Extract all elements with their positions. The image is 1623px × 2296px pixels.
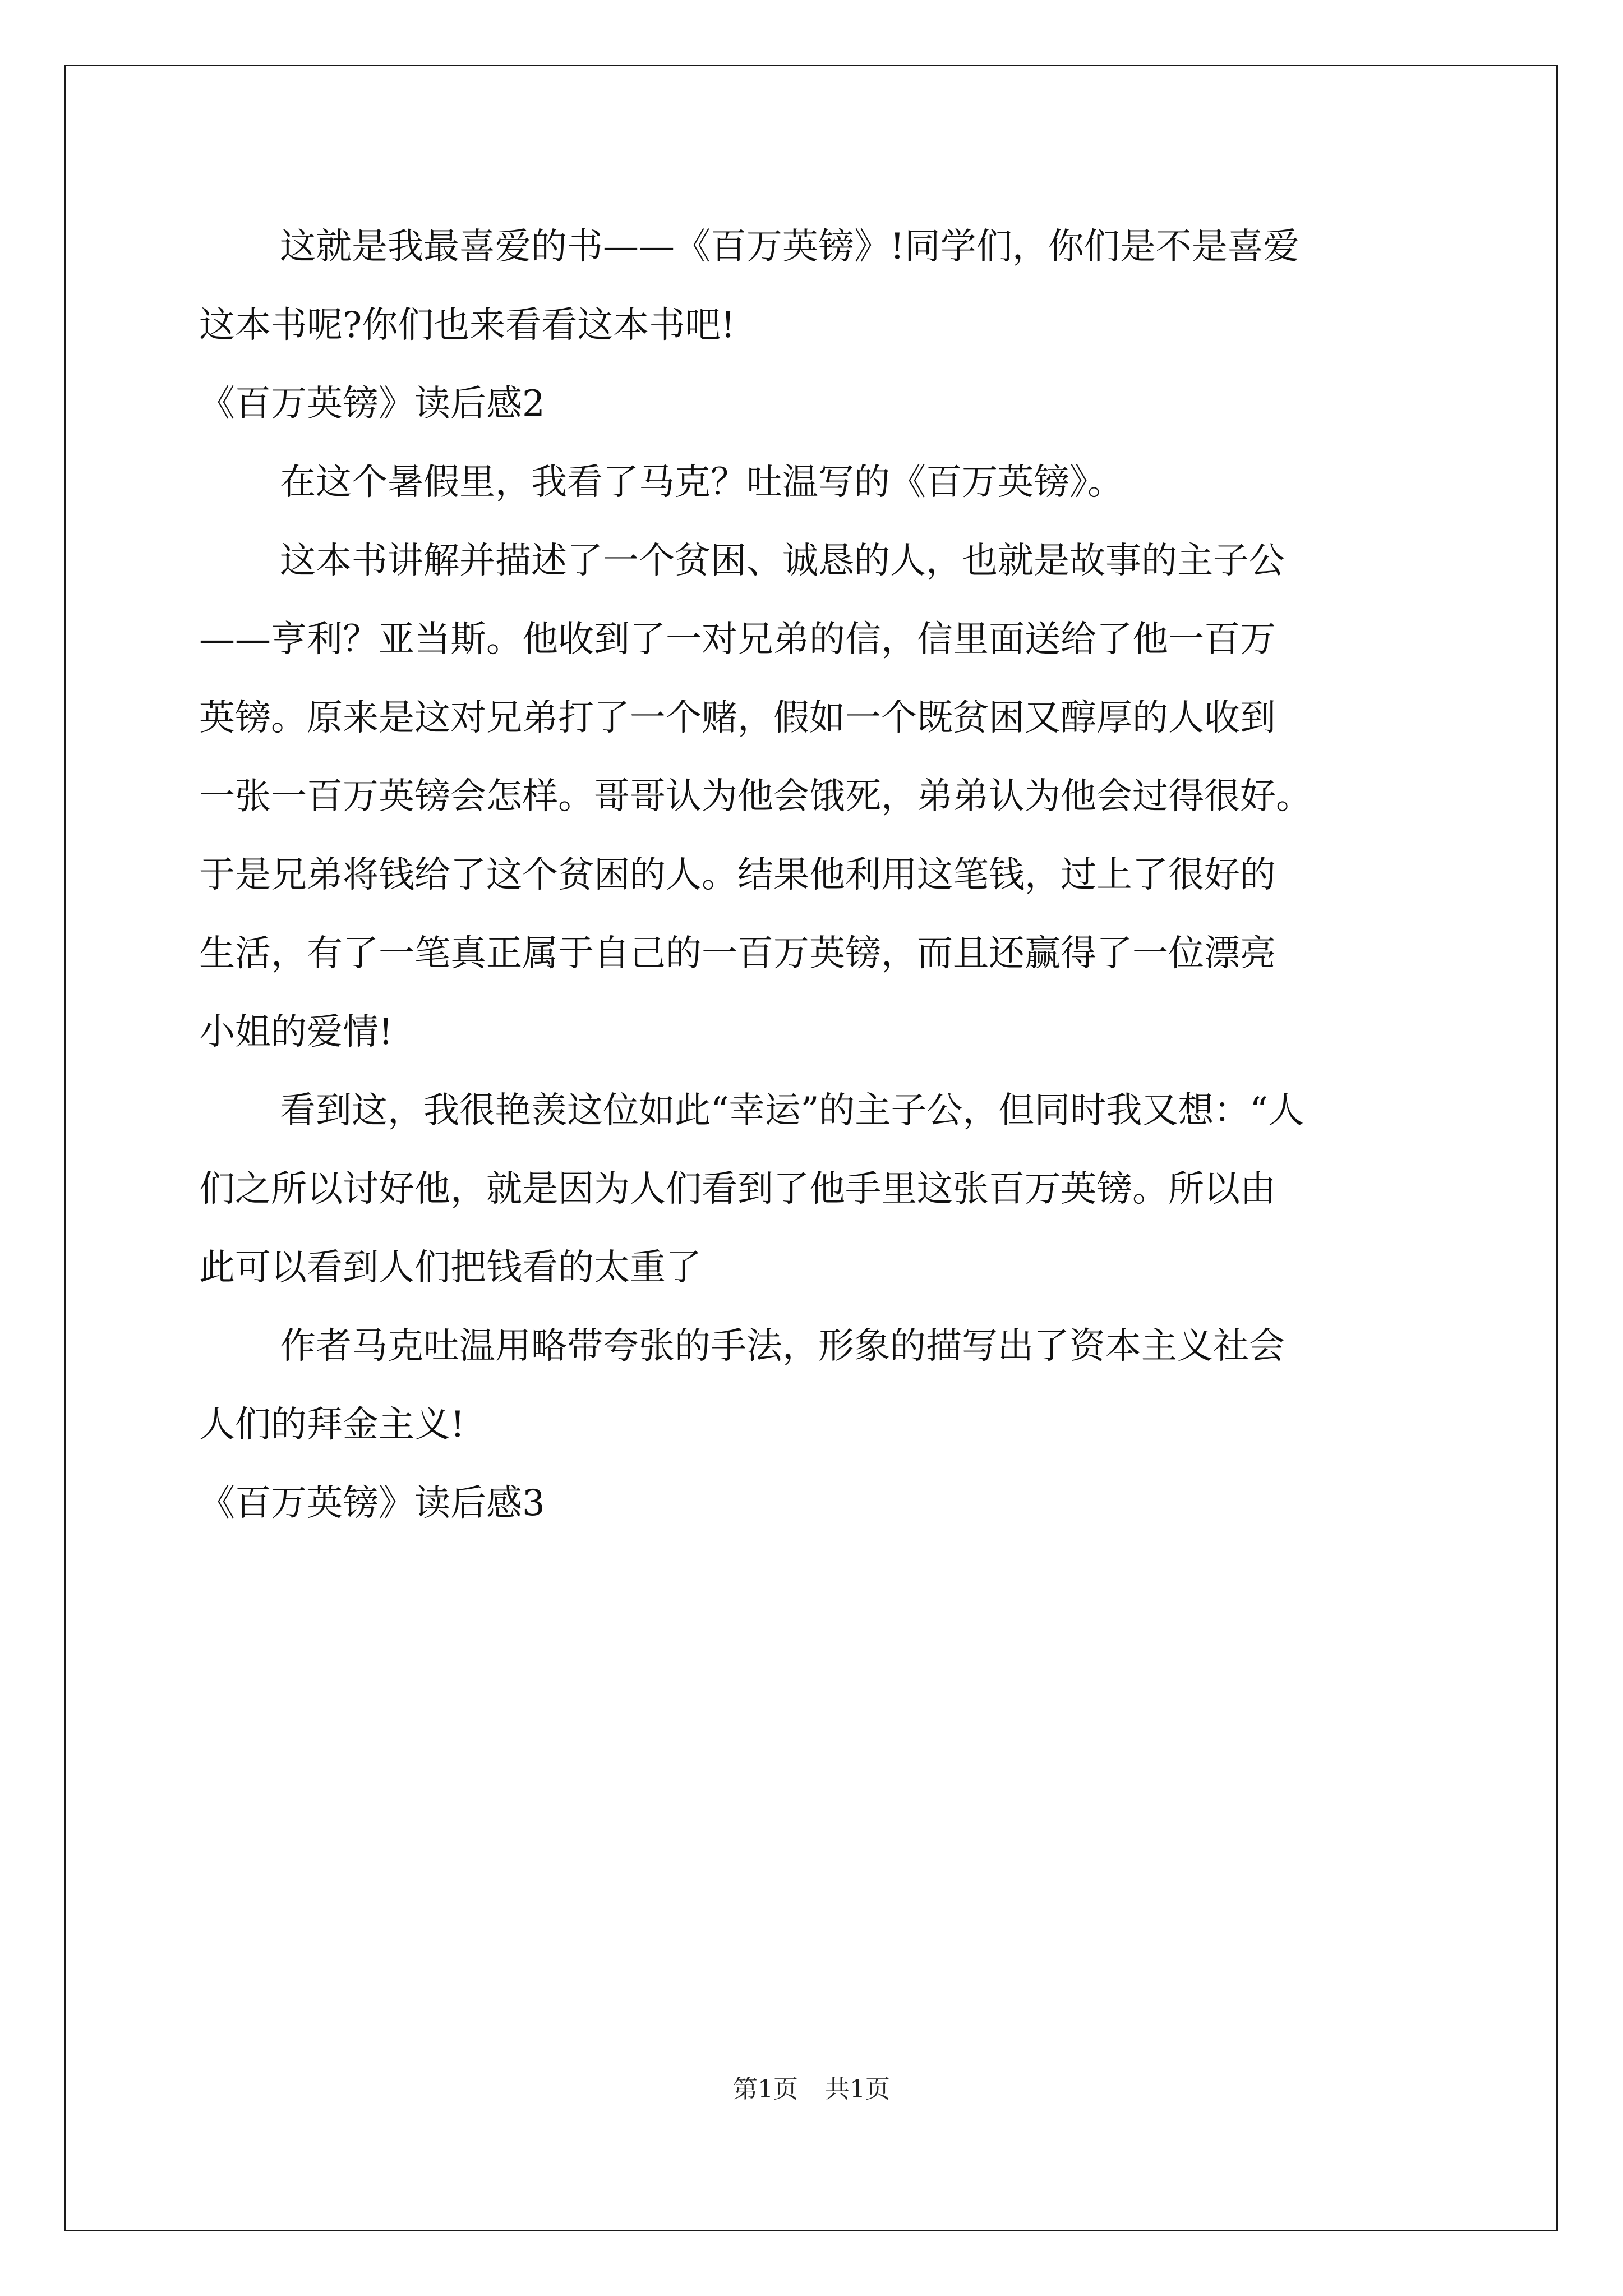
paragraph-line: 一张一百万英镑会怎样。哥哥认为他会饿死，弟弟认为他会过得很好。 [199,776,1312,817]
paragraph-line: 生活，有了一笔真正属于自己的一百万英镑，而且还赢得了一位漂亮 [199,933,1276,974]
paragraph-line: 于是兄弟将钱给了这个贫困的人。结果他利用这笔钱，过上了很好的 [199,854,1276,896]
paragraph-line: 们之所以讨好他，就是因为人们看到了他手里这张百万英镑。所以由 [199,1168,1276,1210]
paragraph-line: 这本书讲解并描述了一个贫困、诚恳的人，也就是故事的主子公 [280,540,1285,582]
section-heading: 《百万英镑》读后感2 [199,383,545,425]
page-number: 第1页 [733,2075,798,2104]
paragraph-line: ——亨利？亚当斯。他收到了一对兄弟的信，信里面送给了他一百万 [199,619,1276,660]
paragraph-line: 小姐的爱情! [199,1011,393,1053]
paragraph-line: 在这个暑假里，我看了马克？吐温写的《百万英镑》。 [280,462,1123,503]
paragraph-line: 这本书呢?你们也来看看这本书吧! [199,305,736,346]
document-body [199,208,1430,1543]
paragraph-line: 作者马克吐温用略带夸张的手法，形象的描写出了资本主义社会 [280,1326,1285,1367]
paragraph-line: 人们的拜金主义! [199,1404,465,1446]
paragraph-line: 看到这，我很艳羡这位如此“幸运”的主子公，但同时我又想：“人 [280,1090,1304,1131]
paragraph-line: 此可以看到人们把钱看的太重了 [199,1247,702,1289]
paragraph-line: 这就是我最喜爱的书——《百万英镑》!同学们，你们是不是喜爱 [280,226,1299,268]
paragraph-line: 英镑。原来是这对兄弟打了一个赌，假如一个既贫困又醇厚的人收到 [199,697,1276,739]
page-footer [0,2073,1623,2106]
page-total: 共1页 [825,2075,890,2104]
section-heading: 《百万英镑》读后感3 [199,1483,545,1524]
